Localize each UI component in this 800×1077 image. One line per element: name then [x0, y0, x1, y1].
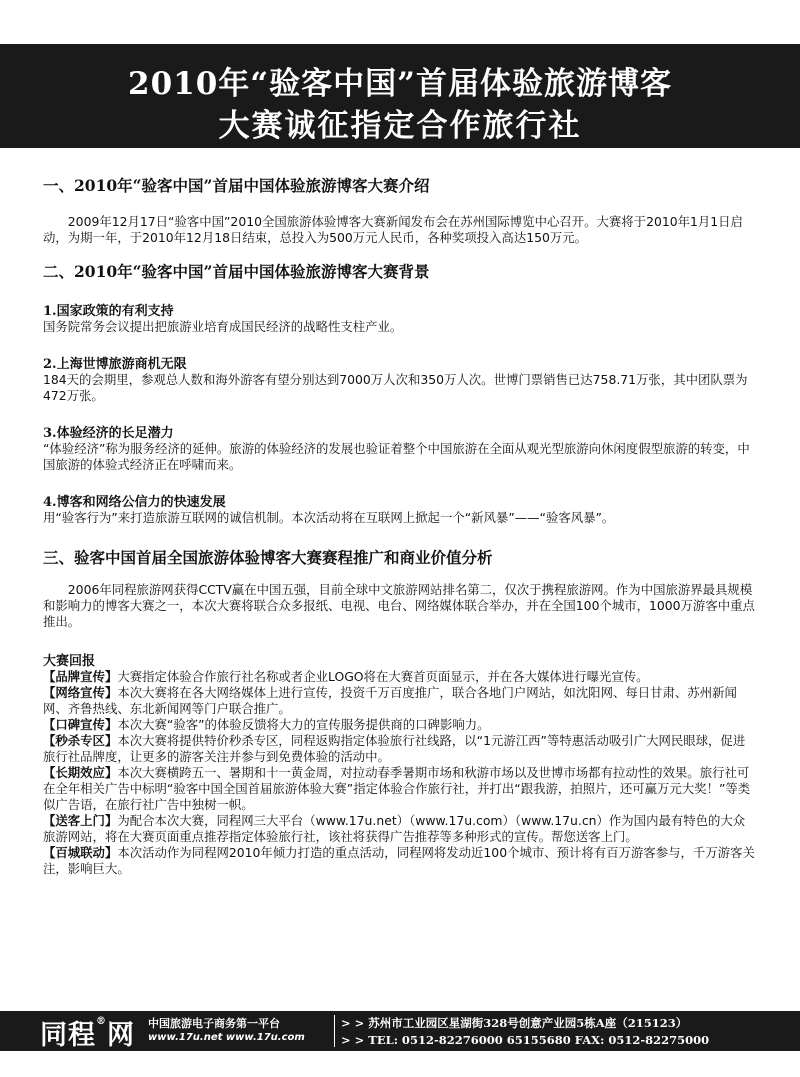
return-item-label: 【网络宣传】	[43, 685, 118, 700]
return-item	[43, 717, 757, 733]
background-item-2-title: 2.上海世博旅游商机无限	[43, 357, 187, 372]
return-item	[43, 765, 757, 813]
return-item-label: 【秒杀专区】	[43, 733, 118, 748]
section-3-title: 三、验客中国首届全国旅游体验博客大赛赛程推广和商业价值分析	[43, 548, 493, 567]
background-item-1-body: 国务院常务会议提出把旅游业培育成国民经济的战略性支柱产业。	[43, 319, 403, 334]
logo-text: 同程	[40, 1020, 96, 1051]
return-item-text: 大赛指定体验合作旅行社名称或者企业LOGO将在大赛首页面显示，并在各大媒体进行曝光宣传。	[117, 669, 649, 684]
registered-mark: ®	[96, 1016, 107, 1027]
returns-heading: 大赛回报	[43, 654, 96, 669]
return-item	[43, 669, 757, 685]
address: > > 苏州市工业园区星湖街328号创意产业园5栋A座（215123）	[341, 1016, 688, 1030]
return-item-label: 【百城联动】	[43, 845, 118, 860]
return-item	[43, 845, 757, 877]
return-item	[43, 733, 757, 765]
return-item	[43, 813, 757, 845]
footer-bar	[0, 1011, 800, 1051]
slogan: 中国旅游电子商务第一平台	[148, 1017, 280, 1030]
background-item-2-body: 184天的会期里，参观总人数和海外游客有望分别达到7000万人次和350万人次。世博门票销售已达758.71万张，其中团队票为472万张。	[43, 372, 748, 403]
logo-suffix: 网	[107, 1020, 135, 1051]
return-item-text: 本次大赛将在各大网络媒体上进行宣传，投资千万百度推广，联合各地门户网站，如沈阳网、每日甘肃、苏州新闻网、齐鲁热线、东北新闻网等门户联合推广。	[43, 685, 737, 716]
background-item-4-title: 4.博客和网络公信力的快速发展	[43, 495, 226, 510]
website-urls: www.17u.net www.17u.com	[148, 1032, 305, 1043]
section-2-title: 二、2010年“验客中国”首届中国体验旅游博客大赛背景	[43, 262, 430, 281]
return-item-label: 【品牌宣传】	[43, 669, 118, 684]
section-3-body: 2006年同程旅游网获得CCTV赢在中国五强，目前全球中文旅游网站排名第二，仅次于携程旅游网。作为中国旅游界最具规模和影响力的博客大赛之一，本次大赛将联合众多报纸、电视、电台、网络媒体联合举办，并在全国100个城市，1000万游客中重点推出。	[43, 582, 755, 629]
return-item	[43, 685, 757, 717]
return-item-text: 本次大赛“验客”的体验反馈将大力的宣传服务提供商的口碑影响力。	[117, 717, 490, 732]
title-line-2: 大赛诚征指定合作旅行社	[218, 108, 582, 144]
section-1-title: 一、2010年“验客中国”首届中国体验旅游博客大赛介绍	[43, 176, 430, 195]
background-item-4-body: 用“验客行为”来打造旅游互联网的诚信机制。本次活动将在互联网上掀起一个“新风暴”——“验客风暴”。	[43, 510, 615, 525]
background-item-3-body: “体验经济”称为服务经济的延伸。旅游的体验经济的发展也验证着整个中国旅游在全面从观光型旅游向休闲度假型旅游的转变，中国旅游的体验式经济正在呼啸而来。	[43, 441, 750, 472]
return-item-text: 本次活动作为同程网2010年倾力打造的重点活动，同程网将发动近100个城市、预计将有百万游客参与，千万游客关注，影响巨大。	[43, 845, 755, 876]
return-item-label: 【长期效应】	[43, 765, 118, 780]
logo	[40, 1013, 135, 1052]
footer-divider	[334, 1015, 335, 1047]
return-item-label: 【送客上门】	[43, 813, 118, 828]
section-1-body: 2009年12月17日“验客中国”2010全国旅游体验博客大赛新闻发布会在苏州国际博览中心召开。大赛将于2010年1月1日启动，为期一年，于2010年12月18日结束，总投入为500万元人民币，各种奖项投入高达150万元。	[43, 214, 743, 245]
title-banner	[0, 44, 800, 148]
background-item-1-title: 1.国家政策的有利支持	[43, 304, 174, 319]
contact-info: > > TEL: 0512-82276000 65155680 FAX: 0512-82275000	[341, 1033, 710, 1047]
main-content	[43, 170, 757, 877]
return-item-text: 本次大赛横跨五一、暑期和十一黄金周，对拉动春季暑期市场和秋游市场以及世博市场都有拉动性的效果。旅行社可在全年相关广告中标明“验客中国全国首届旅游体验大赛”指定体验合作旅行社，并打出“跟我游，拍照片，还可赢万元大奖！”等类似广告语，在旅行社广告中独树一帜。	[43, 765, 751, 812]
return-item-text: 本次大赛将提供特价秒杀专区，同程返购指定体验旅行社线路，以“1元游江西”等特惠活动吸引广大网民眼球，促进旅行社品牌度，让更多的游客关注并参与到免费体验的活动中。	[43, 733, 746, 764]
title-line-1: 2010年“验客中国”首届体验旅游博客	[128, 66, 672, 102]
background-item-3-title: 3.体验经济的长足潜力	[43, 426, 174, 441]
return-item-label: 【口碑宣传】	[43, 717, 118, 732]
return-item-text: 为配合本次大赛，同程网三大平台（www.17u.net）（www.17u.com）（www.17u.cn）作为国内最有特色的大众旅游网站，将在大赛页面重点推荐指定体验旅行社，该社将获得广告推荐等多种形式的宣传。帮您送客上门。	[43, 813, 746, 844]
